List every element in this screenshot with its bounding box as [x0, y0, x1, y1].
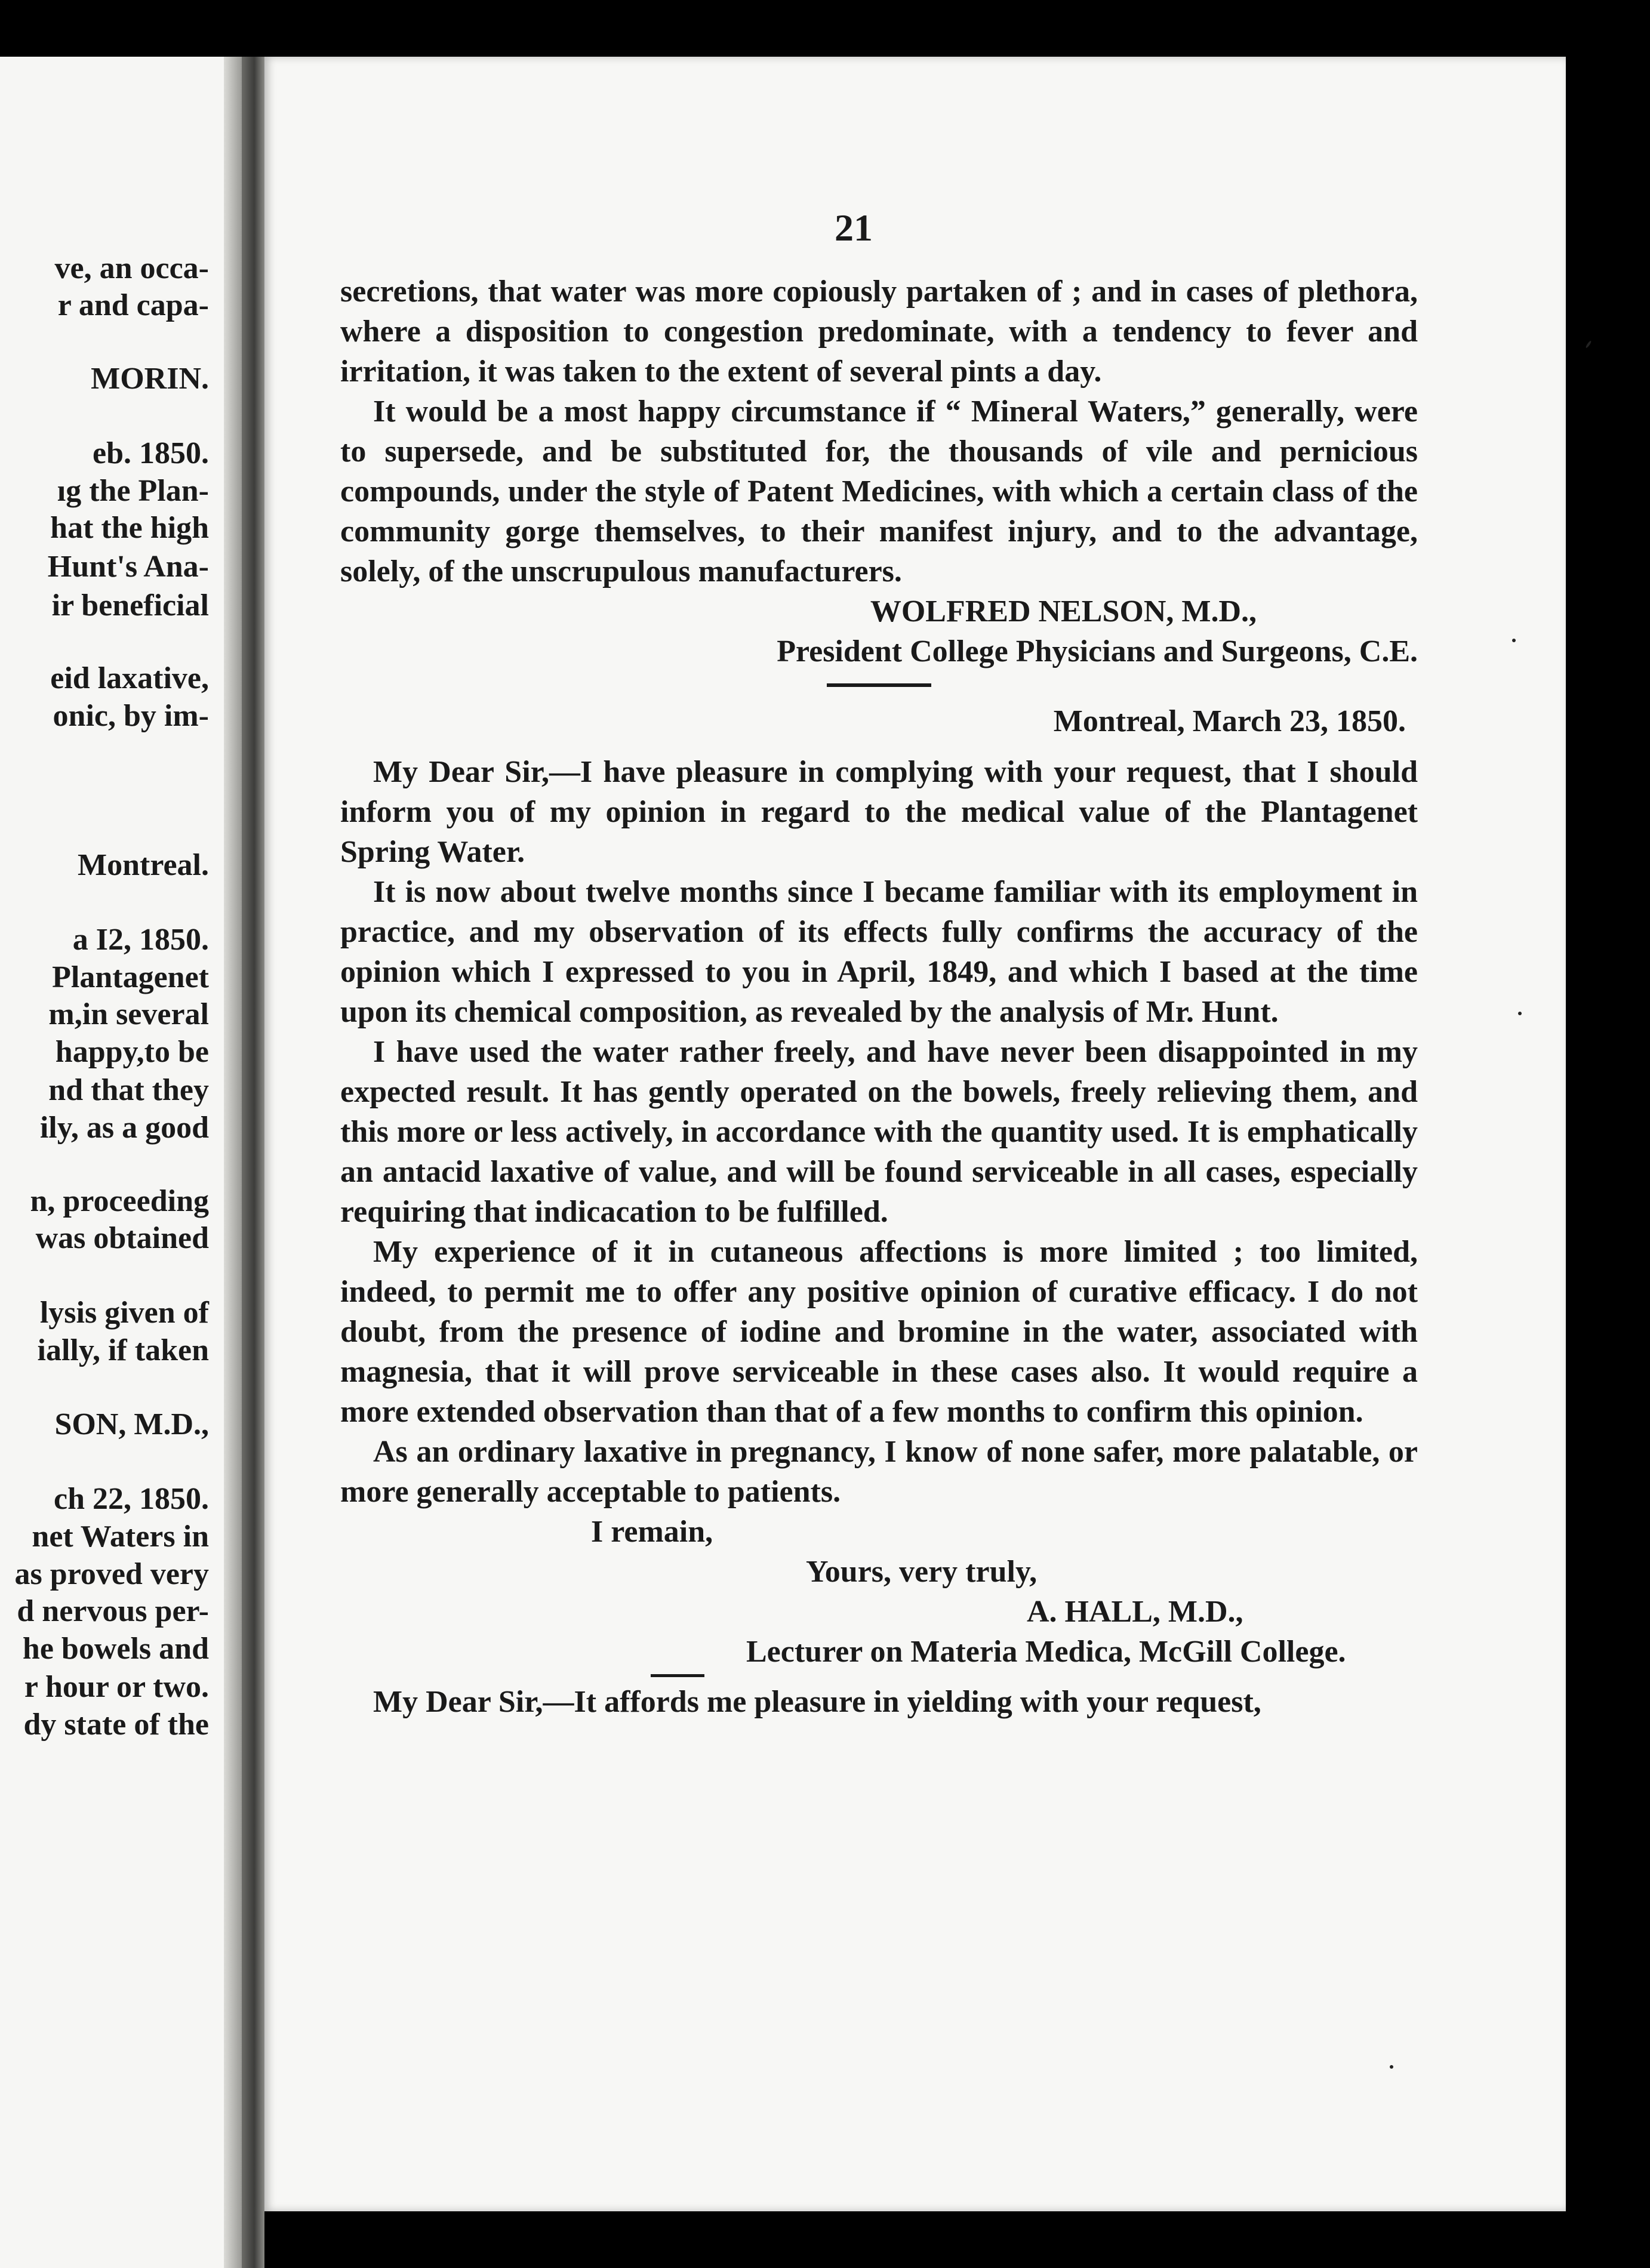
scan-speck [1585, 340, 1591, 349]
scan-speck [1518, 1012, 1522, 1015]
letter2-paragraph4: My experience of it in cutaneous affections is more limited ; too limited, indeed, to permit me to offer any positive opinion of curative efficacy. I do not doubt, from the presence of iodine and bromine in the water, associated with magnesia, that it will prove serviceable in these cases also. It would require a more extended observation than that of a few months to confirm this opinion. [340, 1235, 1418, 1429]
previous-page-line: onic, by im- [53, 699, 209, 733]
previous-page-line: Hunt's Ana- [47, 550, 209, 584]
letter1-paragraph2: It would be a most happy circumstance if “ Mineral Waters,” generally, were to supersede, and be substituted for, the thousands of vile and pernicious compounds, under the style of Patent Medicines, with which a certain class of the community gorge themselves, to their manifest injury, and to the advantage, solely, of the unscrupulous manufacturers. [340, 395, 1418, 588]
letter1-signature-name: WOLFRED NELSON, M.D., [870, 594, 1257, 628]
previous-page-line: ily, as a good [39, 1111, 209, 1145]
letter2-paragraph2: It is now about twelve months since I became familiar with its employment in practice, and my observation of its effects fully confirms the accuracy of the opinion which I expressed to you in April, 1849, and which I based at the time upon its chemical composition, as revealed by the analysis of Mr. Hunt. [340, 875, 1418, 1029]
previous-page-line: ially, if taken [37, 1333, 209, 1367]
letter1-signature-title: President College Physicians and Surgeons, C.E. [777, 634, 1418, 668]
previous-page-line: n, proceeding [30, 1184, 209, 1218]
section-divider [827, 683, 931, 687]
previous-page-line: was obtained [35, 1221, 209, 1255]
scan-speck [1512, 639, 1516, 642]
letter2-dateline: Montreal, March 23, 1850. [1053, 704, 1406, 738]
previous-page-line: ir beneficial [51, 588, 209, 623]
previous-page-line: m,in several [48, 997, 209, 1031]
previous-page-line: eb. 1850. [93, 436, 209, 470]
letter2-paragraph5: As an ordinary laxative in pregnancy, I know of none safer, more palatable, or more generally acceptable to patients. [340, 1435, 1418, 1509]
letter2-paragraph3: I have used the water rather freely, and have never been disappointed in my expected result. It has gently operated on the bowels, freely relieving them, and this more or less actively, in accordance with the quantity used. It is emphatically an antacid laxative of value, and will be found serviceable in all cases, especially requiring that indicacation to be fulfilled. [340, 1035, 1418, 1229]
previous-page-line: nd that they [48, 1073, 209, 1107]
scan-speck [1390, 2065, 1393, 2069]
previous-page-line: eid laxative, [50, 661, 209, 695]
previous-page-line: Plantagenet [52, 960, 209, 994]
previous-page-text [0, 57, 242, 2268]
letter2-signature-name: A. HALL, M.D., [1027, 1595, 1243, 1629]
book-spine [242, 57, 264, 2268]
previous-page-line: ıg the Plan- [57, 474, 209, 508]
previous-page-line: Montreal. [78, 848, 209, 882]
letter1-paragraph1: secretions, that water was more copiously partaken of ; and in cases of plethora, where a disposition to congestion predominate, with a tendency to fever and irritation, it was taken to the extent of several pints a day. [340, 275, 1418, 389]
previous-page-line: he bowels and [22, 1632, 209, 1666]
letter2-closing: I remain, [591, 1515, 713, 1549]
previous-page-line: happy,to be [55, 1035, 209, 1069]
previous-page-line: MORIN. [91, 362, 209, 396]
book-page [264, 57, 1566, 2211]
page-number: 21 [835, 207, 873, 249]
page-body [340, 272, 1418, 1722]
previous-page-line: r and capa- [57, 288, 209, 322]
previous-page-line: ch 22, 1850. [54, 1482, 209, 1516]
letter2-paragraph1: My Dear Sir,—I have pleasure in complying with your request, that I should inform you of my opinion in regard to the medical value of the Plantagenet Spring Water. [340, 755, 1418, 869]
previous-page-line: hat the high [50, 511, 209, 545]
letter2-signature-title: Lecturer on Materia Medica, McGill College. [746, 1635, 1346, 1669]
page-gutter [224, 57, 242, 2268]
previous-page-line: a I2, 1850. [72, 923, 209, 957]
previous-page-line: as proved very [14, 1557, 209, 1591]
previous-page-line: ve, an occa- [54, 251, 209, 285]
section-divider-small [651, 1674, 704, 1677]
previous-page [0, 57, 242, 2268]
previous-page-line: d nervous per- [17, 1594, 209, 1628]
letter2-valediction: Yours, very truly, [806, 1555, 1038, 1589]
previous-page-line: net Waters in [32, 1520, 209, 1554]
previous-page-line: SON, M.D., [54, 1407, 209, 1441]
previous-page-line: dy state of the [23, 1708, 209, 1742]
previous-page-line: lysis given of [39, 1296, 209, 1330]
letter3-opening: My Dear Sir,—It affords me pleasure in yielding with your request, [373, 1685, 1261, 1719]
previous-page-line: r hour or two. [24, 1670, 209, 1704]
